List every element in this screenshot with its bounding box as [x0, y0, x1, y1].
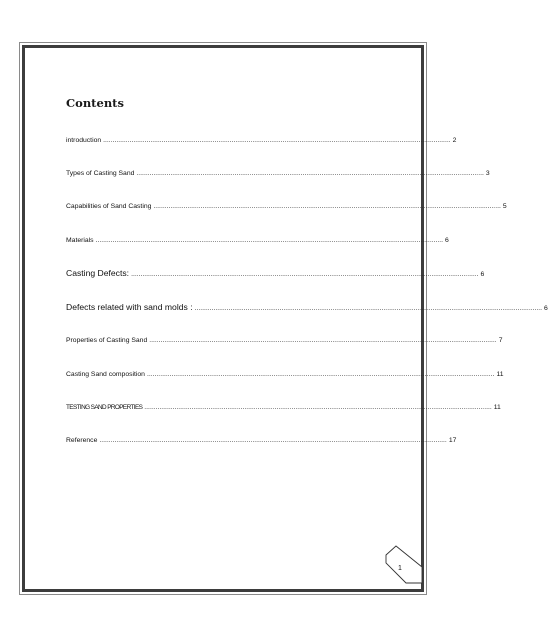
toc-entry[interactable] — [66, 404, 501, 411]
toc-entry[interactable] — [66, 437, 457, 444]
dot-leader: ........................................................................................................................................................................................ — [131, 271, 479, 278]
toc-entry-page: 11 — [496, 371, 504, 378]
toc-entry-page: 6 — [445, 237, 449, 244]
toc-entry-page: 17 — [448, 437, 457, 444]
toc-entry-label: Capabilities of Sand Casting — [66, 203, 152, 210]
toc-entry-page: 3 — [485, 170, 490, 177]
toc-entry-label: Reference — [66, 437, 98, 444]
contents-heading: Contents — [66, 96, 124, 110]
dot-leader: ........................................................................................................................................................................................ — [144, 404, 492, 411]
dot-leader: ........................................................................................................................................................................................ — [153, 203, 501, 210]
toc-entry[interactable] — [66, 237, 449, 244]
dot-leader: ........................................................................................................................................................................................ — [149, 337, 497, 344]
dot-leader: ........................................................................................................................................................................................ — [99, 437, 447, 444]
page-number: 1 — [398, 565, 402, 572]
toc-entry[interactable] — [66, 137, 457, 144]
toc-entry[interactable] — [66, 203, 507, 210]
toc-entry-page: 5 — [502, 203, 507, 210]
toc-entry-label: Casting Defects: — [66, 268, 130, 278]
dot-leader: ........................................................................................................................................................................................ — [95, 237, 444, 244]
toc-entry-label: Casting Sand composition — [66, 371, 145, 378]
page-number-badge — [384, 545, 424, 585]
dot-leader: ........................................................................................................................................................................................ — [103, 137, 451, 144]
toc-entry-label: introduction — [66, 137, 102, 144]
page-frame — [22, 45, 424, 592]
toc-entry-page: 6 — [480, 271, 485, 278]
toc-entry-page: 7 — [498, 337, 503, 344]
toc-entry-page: 6 — [544, 305, 548, 312]
toc-entry-page: 11 — [493, 404, 501, 411]
toc-entry-label: TESTING SAND PROPERTIES — [66, 404, 143, 411]
toc-entry[interactable] — [66, 371, 504, 378]
dot-leader: ........................................................................................................................................................................................ — [146, 371, 495, 378]
toc-entry-label: Types of Casting Sand — [66, 170, 135, 177]
toc-entry[interactable] — [66, 337, 503, 344]
toc-entry[interactable] — [66, 268, 485, 278]
toc-entry[interactable] — [66, 302, 548, 312]
dot-leader: ........................................................................................................................................................................................ — [136, 170, 484, 177]
toc-entry[interactable] — [66, 170, 490, 177]
dot-leader: ........................................................................................................................................................................................ — [194, 305, 543, 312]
toc-entry-label: Materials — [66, 237, 94, 244]
toc-entry-page: 2 — [452, 137, 457, 144]
toc-entry-label: Defects related with sand molds : — [66, 302, 193, 312]
toc-entry-label: Properties of Casting Sand — [66, 337, 148, 344]
